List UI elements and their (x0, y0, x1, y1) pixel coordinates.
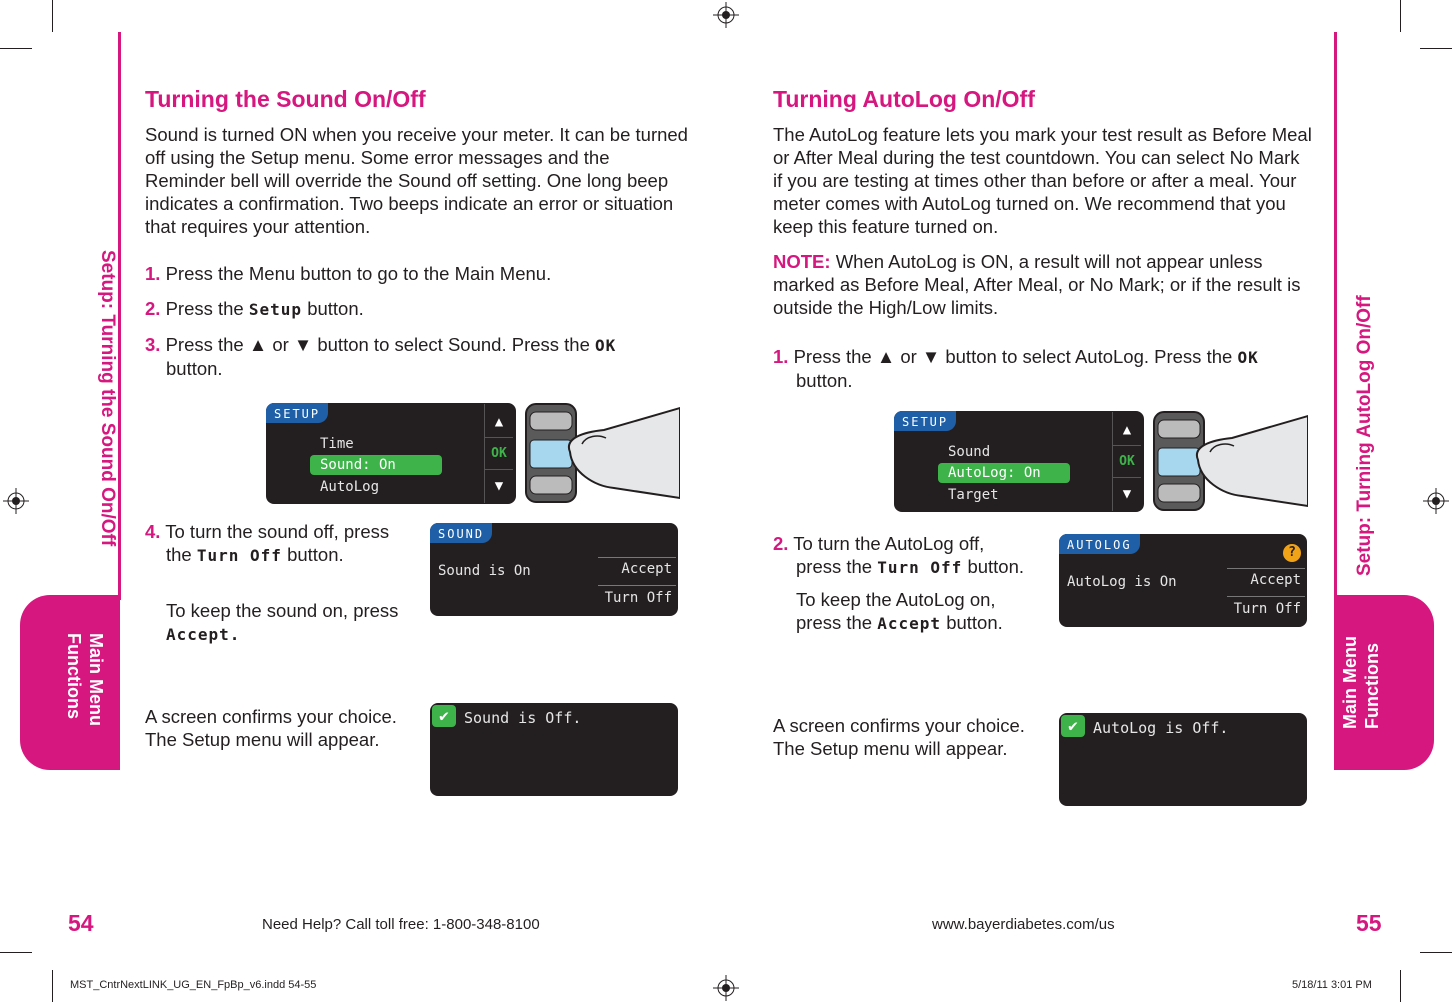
step-text: Press the (165, 298, 244, 319)
confirm-line: The Setup menu will appear. (145, 729, 380, 750)
step-3 (145, 333, 675, 380)
crop-mark (1400, 0, 1401, 32)
setup-menu-screen (894, 411, 1144, 512)
check-icon: ✔ (432, 705, 456, 727)
crop-mark (1420, 952, 1452, 953)
sound-off-screen (430, 703, 678, 796)
tab-label-line2: Functions (64, 633, 84, 719)
registration-mark-icon (3, 488, 29, 514)
main-menu-tab-left[interactable] (20, 595, 120, 770)
turn-off-option[interactable]: Turn Off (1233, 601, 1301, 617)
registration-mark-icon (1423, 488, 1449, 514)
ok-button-ref: OK (1237, 348, 1259, 367)
step-text: Press the ▲ or ▼ button to select Sound. Press the (165, 334, 590, 355)
note-paragraph (773, 250, 1313, 319)
step-number: 3. (145, 334, 161, 355)
help-icon[interactable]: ? (1283, 544, 1301, 562)
main-menu-tab-right[interactable] (1334, 595, 1434, 770)
autolog-off-screen (1059, 713, 1307, 806)
turn-off-option[interactable]: Turn Off (604, 590, 672, 606)
screen-badge: AUTOLOG (1059, 534, 1140, 554)
side-title-left: Setup: Turning the Sound On/Off (97, 250, 118, 547)
crop-mark (1420, 48, 1452, 49)
file-slug: MST_CntrNextLINK_UG_EN_FpBp_v6.indd 54-55 (70, 979, 317, 991)
step-2 (145, 297, 685, 321)
step-text: press the (796, 612, 873, 633)
menu-item-target[interactable]: Target (948, 487, 999, 503)
step-text: button. (796, 370, 853, 391)
page-number-left: 54 (68, 910, 94, 936)
step-number: 2. (145, 298, 161, 319)
turn-off-button-ref: Turn Off (196, 546, 282, 565)
step-text: button. (946, 612, 1003, 633)
setup-button-ref: Setup (248, 300, 303, 319)
step-text: To keep the AutoLog on, (796, 589, 996, 610)
confirm-line: The Setup menu will appear. (773, 738, 1008, 759)
crop-mark (0, 952, 32, 953)
confirm-text (145, 705, 435, 751)
turn-off-button-ref: Turn Off (877, 558, 963, 577)
confirm-line: A screen confirms your choice. (773, 715, 1025, 736)
accept-option[interactable]: Accept (621, 561, 672, 577)
step-text: Press the ▲ or ▼ button to select AutoLog. Press the (793, 346, 1233, 367)
confirm-line: A screen confirms your choice. (145, 706, 397, 727)
ok-button[interactable]: OK (1113, 446, 1141, 478)
section-heading: Turning the Sound On/Off (145, 86, 426, 112)
website[interactable]: www.bayerdiabetes.com/us (932, 916, 1115, 933)
step-number: 4. (145, 521, 161, 542)
side-title-right: Setup: Turning AutoLog On/Off (1354, 295, 1375, 576)
section-heading: Turning AutoLog On/Off (773, 86, 1035, 112)
step-text: To turn the sound off, press (165, 521, 390, 542)
crop-mark (1400, 970, 1401, 1002)
down-arrow-button[interactable]: ▼ (494, 478, 504, 494)
tab-label-line1: Main Menu (86, 633, 106, 726)
divider (598, 585, 676, 586)
menu-item-sound-selected[interactable]: Sound: On (310, 455, 442, 475)
date-slug: 5/18/11 3:01 PM (1292, 979, 1372, 991)
screen-badge: SETUP (266, 403, 328, 423)
screen-message: AutoLog is On (1067, 574, 1177, 590)
tab-label-line2: Functions (1362, 643, 1382, 729)
accept-button-ref: Accept (877, 614, 942, 633)
up-arrow-button[interactable]: ▲ (485, 406, 513, 438)
screen-message: Sound is On (438, 563, 531, 579)
step-1 (773, 345, 1308, 392)
screen-badge: SOUND (430, 523, 492, 543)
step-text: button. (287, 544, 344, 565)
menu-item-time[interactable]: Time (320, 436, 354, 452)
accept-option[interactable]: Accept (1250, 572, 1301, 588)
accept-button-ref: Accept. (166, 625, 241, 644)
step-number: 1. (145, 263, 161, 284)
down-arrow-button[interactable]: ▼ (1122, 486, 1132, 502)
sound-screen (430, 523, 678, 616)
page-number-right: 55 (1356, 910, 1382, 936)
step-text: button. (967, 556, 1025, 577)
divider (1227, 596, 1305, 597)
menu-item-sound[interactable]: Sound (948, 444, 991, 460)
up-arrow-button[interactable]: ▲ (1113, 414, 1141, 446)
intro-paragraph: Sound is turned ON when you receive your meter. It can be turned off using the Setup menu. Some error messages and the Reminder bell will override the Sound off setting. One long beep indicates a confirmation. Two beeps indicate an error or situation that requires your attention. (145, 124, 688, 237)
crop-mark (52, 0, 53, 32)
crop-mark (52, 970, 53, 1002)
sidebar-rule (1334, 32, 1337, 600)
note-text: When AutoLog is ON, a result will not appear unless marked as Before Meal, After Meal, or No Mark; or if the result is outside the High/Low limits. (773, 251, 1301, 318)
step-text: press the (796, 556, 873, 577)
step-text: button. (166, 358, 223, 379)
step-number: 2. (773, 533, 789, 554)
note-label: NOTE: (773, 251, 831, 272)
crop-mark (0, 48, 32, 49)
step-text: the (166, 544, 192, 565)
step-4 (145, 520, 425, 646)
menu-item-autolog[interactable]: AutoLog (320, 479, 380, 495)
tab-label-line1: Main Menu (1340, 636, 1360, 729)
ok-button-ref: OK (595, 336, 617, 355)
setup-menu-screen (266, 403, 516, 504)
screen-message: AutoLog is Off. (1093, 719, 1229, 737)
screen-badge: SETUP (894, 411, 956, 431)
menu-item-autolog-selected[interactable]: AutoLog: On (938, 463, 1070, 483)
confirm-text (773, 714, 1063, 760)
finger-pressing-icon (1152, 410, 1308, 512)
intro-paragraph: The AutoLog feature lets you mark your test result as Before Meal or After Meal during the test countdown. You can select No Mark if you are testing at times other than before or after a meal. Your meter comes with AutoLog turned on. We recommend that you keep this feature turned on. (773, 124, 1312, 237)
sidebar-rule (118, 32, 121, 600)
check-icon: ✔ (1061, 715, 1085, 737)
screen-message: Sound is Off. (464, 709, 582, 727)
step-text: To keep the sound on, press (166, 600, 399, 621)
registration-mark-icon (713, 2, 739, 28)
step-text: button. (307, 298, 364, 319)
autolog-screen (1059, 534, 1307, 627)
step-1 (145, 262, 685, 285)
ok-button[interactable]: OK (485, 438, 513, 470)
step-text: To turn the AutoLog off, (793, 533, 985, 554)
divider (598, 557, 676, 558)
step-2 (773, 532, 1053, 635)
step-text: Press the Menu button to go to the Main Menu. (165, 263, 552, 284)
divider (1227, 568, 1305, 569)
help-line: Need Help? Call toll free: 1-800-348-8100 (262, 916, 540, 933)
step-number: 1. (773, 346, 789, 367)
registration-mark-icon (713, 975, 739, 1001)
finger-pressing-icon (524, 402, 680, 504)
